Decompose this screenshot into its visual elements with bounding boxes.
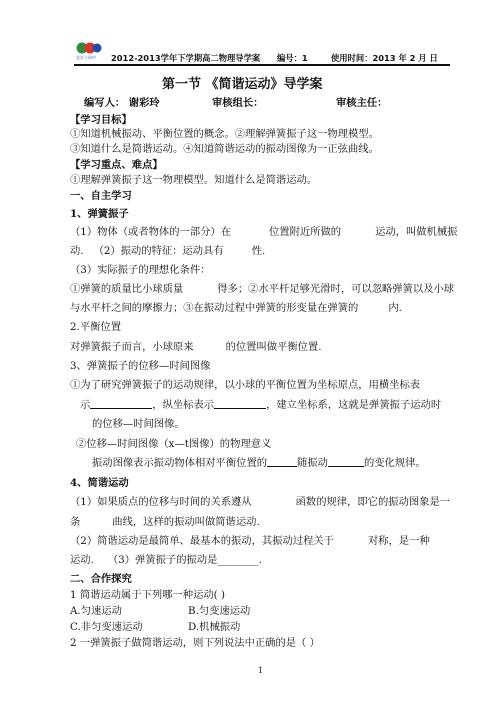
header-title: 2012-2013学年下学期高二物理导学案 [111, 53, 261, 63]
header-time: 使用时间：2013 年 2 月 日 [331, 53, 438, 63]
text-line: 2.平衡位置 [70, 321, 122, 333]
school-logo [76, 40, 102, 62]
question-1: 1 简谐运动属于下列哪一种运动( ) [70, 589, 225, 601]
text-line: 示 ，纵坐标表示 ，建立坐标系，这就是弹簧振子运动时 [80, 399, 442, 411]
text-line: （2）简谐运动是最简单、最基本的振动，其振动过程关于 对称，是一种 [70, 535, 430, 547]
goals-line-1: ①知道机械振动、平衡位置的概念。②理解弹簧振子这一物理模型。 [70, 128, 379, 140]
focus-heading: 【学习重点、难点】 [70, 159, 163, 171]
text-line: ②位移—时间图像（x—t图像）的物理意义 [76, 438, 272, 450]
blank-line [214, 398, 266, 409]
doc-title: 第一节 《简谐运动》导学案 [162, 77, 323, 92]
subheading-spring-oscillator: 1、弹簧振子 [70, 208, 129, 220]
logo-text: 北京十四中 [76, 55, 96, 60]
text-line: 对弹簧振子而言，小球原来 的位置叫做平衡位置. [70, 341, 322, 353]
page-number: 1 [258, 666, 264, 675]
header-number: 编号：1 [277, 53, 308, 63]
text-line: 振动图像表示振动物体相对平衡位置的 随振动 的变化规律。 [92, 457, 426, 469]
option-b: B.匀变速运动 [188, 605, 251, 617]
text-line: ①为了研究弹簧振子的运动规律，以小球的平衡位置为坐标原点，用横坐标表 [70, 379, 421, 391]
logo-emblem-icon [76, 40, 102, 56]
text-line: （1）物体（或者物体的一部分）在 位置附近所做的 运动，叫做机械振 [70, 226, 458, 238]
text-line: 动. （2）振动的特征：运动具有 性. [70, 245, 266, 257]
blank-line [267, 456, 297, 467]
author-director: 审核主任： [336, 97, 388, 109]
text-line: ①弹簧的质量比小球质量 得多；②水平杆足够光滑时，可以忽略弹簧以及小球 [70, 283, 455, 295]
text-line: （3）实际振子的理想化条件： [70, 264, 211, 276]
blank-line [328, 456, 364, 467]
text-line: 与水平杆之间的摩擦力；③在振动过程中弹簧的形变量在弹簧的 内. [70, 302, 402, 314]
text-line: （1）如果质点的位移与时间的关系遵从 函数的规律，即它的振动图象是一 [70, 496, 451, 508]
section-heading-cooperative: 二、合作探究 [70, 573, 132, 585]
option-d: D.机械振动 [188, 621, 241, 633]
goals-heading: 【学习目标】 [70, 114, 132, 126]
author-writer: 编写人： 谢彩玲 [84, 97, 160, 109]
text-line: 运动. （3）弹簧振子的振动是________. [70, 554, 262, 566]
blank-line [90, 398, 152, 409]
question-2: 2 一弹簧振子做简谐运动，则下列说法中正确的是（ ） [70, 637, 320, 649]
section-heading-self-study: 一、自主学习 [70, 190, 132, 202]
subheading-displacement-time: 3、弹簧振子的位移—时间图像 [70, 360, 211, 372]
goals-line-2: ③知道什么是简谐运动。④知道简谐运动的振动图像为一正弦曲线。 [70, 143, 379, 155]
text-line: 条 曲线，这样的振动叫做简谐运动. [70, 516, 260, 528]
header-rule [74, 64, 450, 66]
focus-line-1: ①理解弹簧振子这一物理模型。知道什么是简谐运动。 [70, 174, 318, 186]
subheading-simple-harmonic: 4、简谐运动 [70, 477, 129, 489]
option-c: C.非匀变速运动 [70, 621, 143, 633]
text-line: 的位移—时间图像。 [92, 418, 185, 430]
option-a: A.匀速运动 [70, 605, 122, 617]
author-reviewer: 审核组长： [212, 97, 264, 109]
